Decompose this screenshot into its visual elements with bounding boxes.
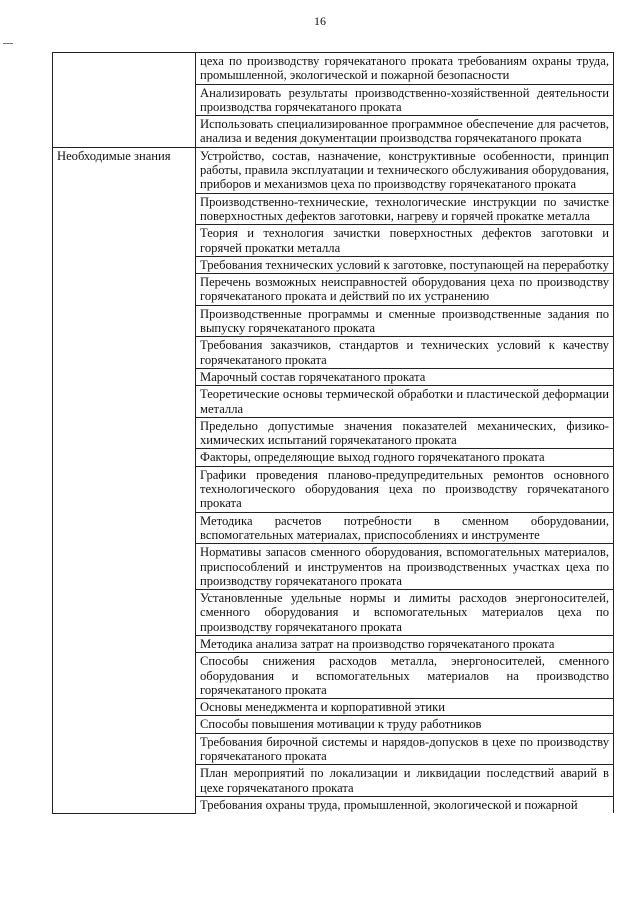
row-content: Производственно-технические, технологические инструкции по зачистке поверхностных дефектов заготовки, нагреву и горячей прокатке металла	[196, 193, 614, 225]
row-content: Перечень возможных неисправностей оборудования цеха по производству горячекатаного проката и действий по их устранению	[196, 274, 614, 306]
row-content: Требования технических условий к заготовке, поступающей на переработку	[196, 256, 614, 273]
row-content: Способы повышения мотивации к труду работников	[196, 716, 614, 733]
row-content: Нормативы запасов сменного оборудования, вспомогательных материалов, приспособлений и инструментов на производственных участках цеха по производству горячекатаного проката	[196, 544, 614, 590]
row-content: Использовать специализированное программное обеспечение для расчетов, анализа и ведения документации производства горячекатаного проката	[196, 116, 614, 148]
row-content: Требования заказчиков, стандартов и технических условий к качеству горячекатаного проката	[196, 337, 614, 369]
row-content: Марочный состав горячекатаного проката	[196, 368, 614, 385]
row-label: Необходимые знания	[53, 147, 196, 813]
row-label	[53, 53, 196, 148]
row-content: План мероприятий по локализации и ликвидации последствий аварий в цехе горячекатаного проката	[196, 765, 614, 797]
row-content: Установленные удельные нормы и лимиты расходов энергоносителей, сменного оборудования и вспомогательных материалов цеха по производству горячекатаного проката	[196, 590, 614, 636]
row-content: Анализировать результаты производственно-хозяйственной деятельности производства горячекатаного проката	[196, 84, 614, 116]
row-content: Требования бирочной системы и нарядов-допусков в цехе по производству горячекатаного проката	[196, 733, 614, 765]
row-content: Теоретические основы термической обработки и пластической деформации металла	[196, 386, 614, 418]
row-content: Требования охраны труда, промышленной, экологической и пожарной	[196, 796, 614, 813]
row-content: Теория и технология зачистки поверхностных дефектов заготовки и горячей прокатки металла	[196, 225, 614, 257]
row-content: Способы снижения расходов металла, энергоносителей, сменного оборудования и вспомогательных материалов на производство горячекатаного проката	[196, 653, 614, 699]
row-content: Методика расчетов потребности в сменном оборудовании, вспомогательных материалах, приспособлениях и инструменте	[196, 512, 614, 544]
table-row	[53, 53, 614, 85]
margin-mark	[3, 43, 13, 44]
row-content: цеха по производству горячекатаного проката требованиям охраны труда, промышленной, экологической и пожарной безопасности	[196, 53, 614, 85]
row-content: Методика анализа затрат на производство горячекатаного проката	[196, 635, 614, 652]
table-row	[53, 147, 614, 193]
row-content: Графики проведения планово-предупредительных ремонтов основного технологического оборудования цеха по производству горячекатаного проката	[196, 466, 614, 512]
row-content: Устройство, состав, назначение, конструктивные особенности, принцип работы, правила эксплуатации и технического обслуживания оборудования, приборов и механизмов цеха по производству горячекатаного проката	[196, 147, 614, 193]
row-content: Факторы, определяющие выход годного горячекатаного проката	[196, 449, 614, 466]
row-content: Предельно допустимые значения показателей механических, физико-химических испытаний горячекатаного проката	[196, 417, 614, 449]
qualification-table	[52, 52, 614, 814]
page-number: 16	[314, 14, 326, 28]
row-content: Основы менеджмента и корпоративной этики	[196, 699, 614, 716]
table-body	[53, 53, 614, 814]
row-content: Производственные программы и сменные производственные задания по выпуску горячекатаного проката	[196, 305, 614, 337]
